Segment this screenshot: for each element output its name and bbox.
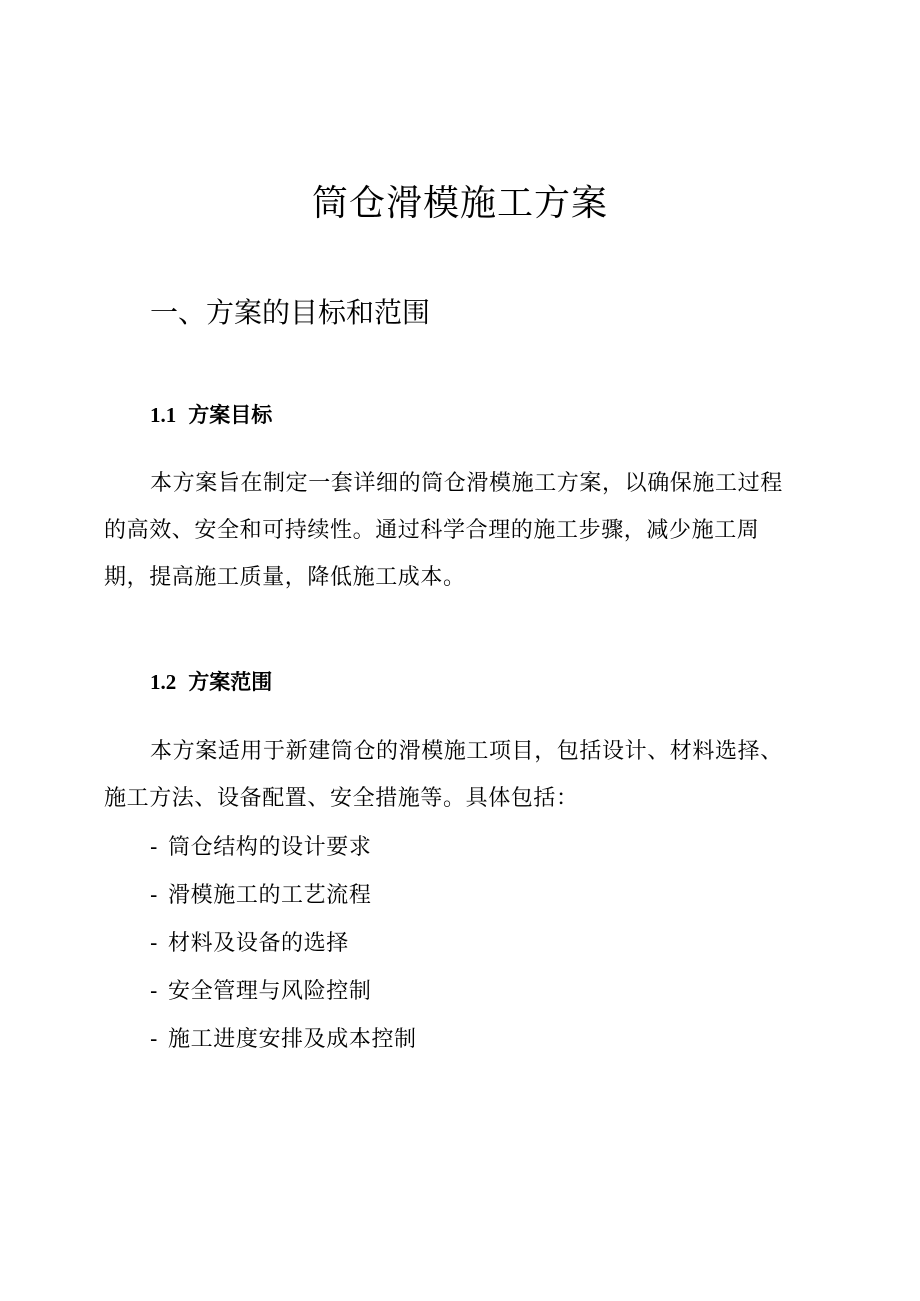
subsection-heading-scope <box>150 667 272 697</box>
list-item <box>150 824 417 872</box>
list-item-text: 施工进度安排及成本控制 <box>168 1027 417 1052</box>
subsection-title: 方案目标 <box>188 403 273 427</box>
list-marker: - <box>150 979 159 1004</box>
section-heading: 一、方案的目标和范围 <box>150 296 431 329</box>
scope-list <box>150 824 417 1064</box>
subsection-number: 1.2 <box>150 670 177 694</box>
list-item-text: 筒仓结构的设计要求 <box>168 835 372 860</box>
subsection-title: 方案范围 <box>188 670 273 694</box>
list-item <box>150 968 417 1016</box>
list-marker: - <box>150 835 159 860</box>
list-item <box>150 1016 417 1064</box>
list-marker: - <box>150 883 159 908</box>
document-title: 筒仓滑模施工方案 <box>311 183 608 224</box>
list-item-text: 安全管理与风险控制 <box>168 979 372 1004</box>
list-item <box>150 872 417 920</box>
list-marker: - <box>150 1027 159 1052</box>
goal-paragraph: 本方案旨在制定一套详细的筒仓滑模施工方案，以确保施工过程的高效、安全和可持续性。通过科学合理的施工步骤，减少施工周期，提高施工质量，降低施工成本。 <box>104 471 783 590</box>
scope-paragraph: 本方案适用于新建筒仓的滑模施工项目，包括设计、材料选择、施工方法、设备配置、安全措施等。具体包括： <box>104 739 783 811</box>
list-marker: - <box>150 931 159 956</box>
list-item-text: 材料及设备的选择 <box>168 931 349 956</box>
list-item <box>150 920 417 968</box>
subsection-number: 1.1 <box>150 403 177 427</box>
list-item-text: 滑模施工的工艺流程 <box>168 883 372 908</box>
subsection-heading-goal <box>150 400 272 430</box>
